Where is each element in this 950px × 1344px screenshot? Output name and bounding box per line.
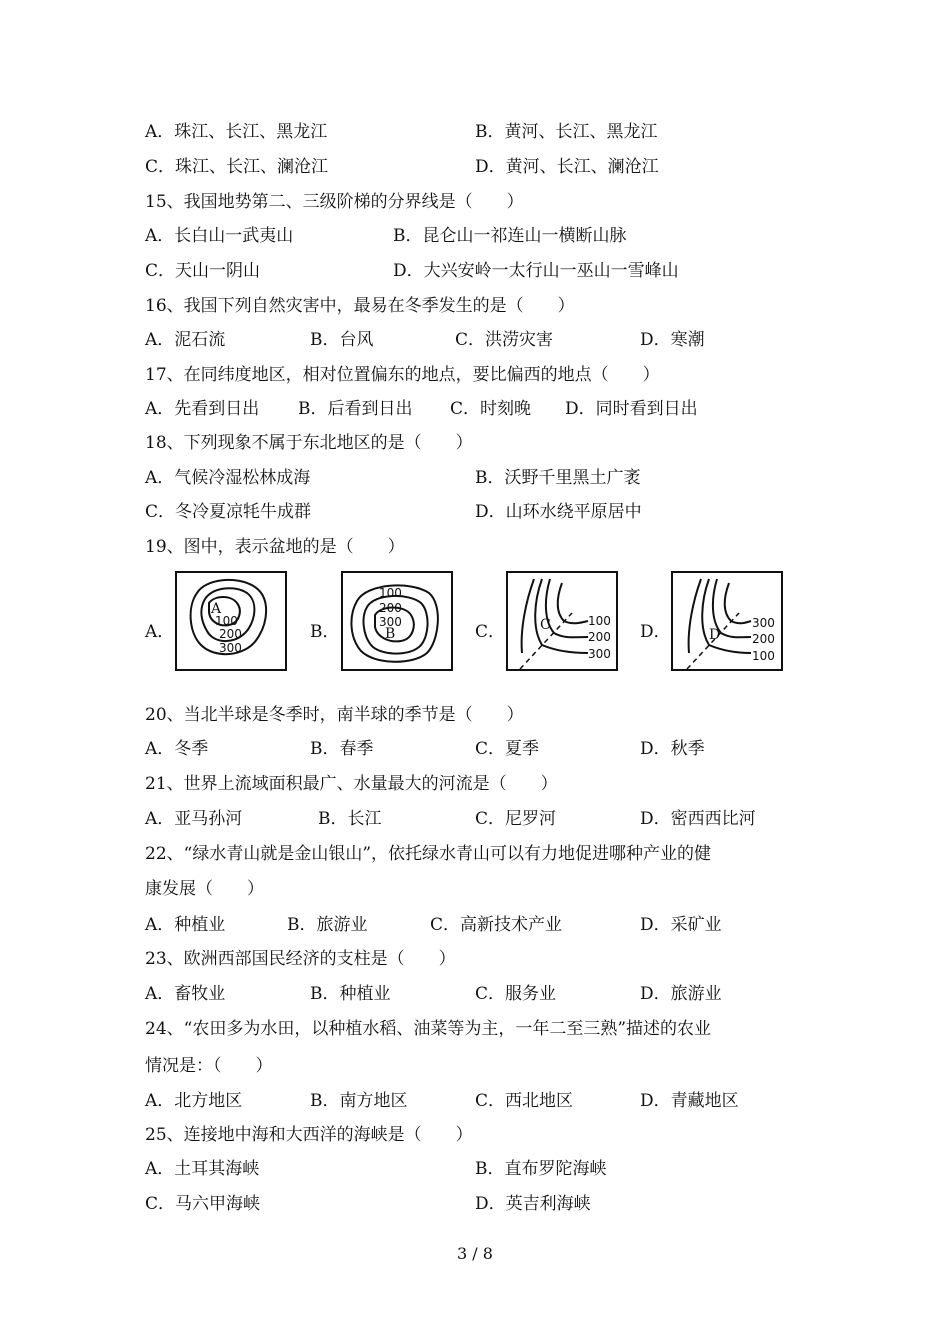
q15-option-c: C．天山一阴山 <box>145 261 261 281</box>
q22-option-d: D．采矿业 <box>640 915 722 935</box>
q19-map-a <box>175 571 287 671</box>
q19-label-d: D． <box>640 622 671 642</box>
q19-map-d-point: D <box>709 627 721 643</box>
q16-option-c: C．洪涝灾害 <box>455 330 554 350</box>
question-15-stem: 15、我国地势第二、三级阶梯的分界线是（ ） <box>145 192 524 212</box>
q22-option-c: C．高新技术产业 <box>430 915 563 935</box>
q18-option-c: C．冬冷夏凉牦牛成群 <box>145 502 312 522</box>
q19-map-a-point: A <box>211 601 222 617</box>
question-16-stem: 16、我国下列自然灾害中，最易在冬季发生的是（ ） <box>145 296 575 316</box>
q22-option-a: A．种植业 <box>145 915 226 935</box>
question-22-stem-cont: 康发展（ ） <box>145 879 264 899</box>
q25-option-b: B．直布罗陀海峡 <box>475 1159 607 1179</box>
q25-option-a: A．土耳其海峡 <box>145 1159 260 1179</box>
q23-option-b: B．种植业 <box>310 984 391 1004</box>
q17-option-c: C．时刻晚 <box>450 399 532 419</box>
q25-option-c: C．马六甲海峡 <box>145 1194 261 1214</box>
svg-text:100: 100 <box>215 614 238 628</box>
q19-map-c-point: C <box>540 617 551 633</box>
q25-option-d: D．英吉利海峡 <box>475 1194 591 1214</box>
question-18-stem: 18、下列现象不属于东北地区的是（ ） <box>145 433 473 453</box>
q19-map-c <box>506 571 618 671</box>
svg-text:200: 200 <box>752 632 775 646</box>
q22-option-b: B．旅游业 <box>287 915 368 935</box>
q24-option-d: D．青藏地区 <box>640 1091 739 1111</box>
q20-option-b: B．春季 <box>310 739 374 759</box>
svg-text:200: 200 <box>379 601 402 615</box>
q24-option-b: B．南方地区 <box>310 1091 408 1111</box>
q21-option-d: D．密西西比河 <box>640 809 756 829</box>
q15-option-a: A．长白山一武夷山 <box>145 226 294 246</box>
q20-option-c: C．夏季 <box>475 739 540 759</box>
q19-map-b-point: B <box>385 626 396 642</box>
q19-label-b: B． <box>310 622 340 642</box>
question-20-stem: 20、当北半球是冬季时，南半球的季节是（ ） <box>145 705 524 725</box>
svg-text:300: 300 <box>588 647 611 661</box>
svg-text:200: 200 <box>219 627 242 641</box>
svg-text:200: 200 <box>588 630 611 644</box>
q21-option-a: A．亚马孙河 <box>145 809 243 829</box>
question-22-stem: 22、“绿水青山就是金山银山”，依托绿水青山可以有力地促进哪种产业的健 <box>145 844 712 864</box>
question-21-stem: 21、世界上流域面积最广、水量最大的河流是（ ） <box>145 774 558 794</box>
q19-map-b <box>341 571 453 671</box>
q18-option-b: B．沃野千里黑土广袤 <box>475 468 641 488</box>
q17-option-d: D．同时看到日出 <box>565 399 698 419</box>
q19-label-a: A． <box>145 622 175 642</box>
q23-option-c: C．服务业 <box>475 984 557 1004</box>
q19-label-c: C． <box>475 622 506 642</box>
q20-option-a: A．冬季 <box>145 739 209 759</box>
svg-text:100: 100 <box>588 614 611 628</box>
q16-option-a: A．泥石流 <box>145 330 226 350</box>
svg-text:300: 300 <box>379 615 402 629</box>
q21-option-c: C．尼罗河 <box>475 809 557 829</box>
question-17-stem: 17、在同纬度地区，相对位置偏东的地点，要比偏西的地点（ ） <box>145 365 660 385</box>
q23-option-a: A．畜牧业 <box>145 984 226 1004</box>
question-25-stem: 25、连接地中海和大西洋的海峡是（ ） <box>145 1125 473 1145</box>
svg-text:300: 300 <box>219 641 242 655</box>
q14-option-a: A．珠江、长江、黑龙江 <box>145 122 328 142</box>
question-19-stem: 19、图中，表示盆地的是（ ） <box>145 537 405 557</box>
q21-option-b: B．长江 <box>318 809 382 829</box>
q15-option-b: B．昆仑山一祁连山一横断山脉 <box>393 226 627 246</box>
q16-option-d: D．寒潮 <box>640 330 705 350</box>
q14-option-d: D．黄河、长江、澜沧江 <box>475 157 659 177</box>
question-24-stem: 24、“农田多为水田，以种植水稻、油菜等为主，一年二至三熟”描述的农业 <box>145 1019 712 1039</box>
svg-text:100: 100 <box>379 586 402 600</box>
q20-option-d: D．秋季 <box>640 739 705 759</box>
q17-option-b: B．后看到日出 <box>298 399 413 419</box>
q23-option-d: D．旅游业 <box>640 984 722 1004</box>
q18-option-a: A．气候冷湿松林成海 <box>145 468 311 488</box>
page-number: 3 / 8 <box>457 1244 493 1263</box>
q18-option-d: D．山环水绕平原居中 <box>475 502 642 522</box>
q15-option-d: D．大兴安岭一太行山一巫山一雪峰山 <box>393 261 679 281</box>
q17-option-a: A．先看到日出 <box>145 399 260 419</box>
question-23-stem: 23、欧洲西部国民经济的支柱是（ ） <box>145 949 456 969</box>
svg-text:300: 300 <box>752 616 775 630</box>
q24-option-a: A．北方地区 <box>145 1091 243 1111</box>
q19-map-d <box>671 571 783 671</box>
q24-option-c: C．西北地区 <box>475 1091 574 1111</box>
svg-text:100: 100 <box>752 649 775 663</box>
q14-option-b: B．黄河、长江、黑龙江 <box>475 122 658 142</box>
q14-option-c: C．珠江、长江、澜沧江 <box>145 157 329 177</box>
question-24-stem-cont: 情况是：（ ） <box>145 1056 273 1076</box>
q16-option-b: B．台风 <box>310 330 374 350</box>
